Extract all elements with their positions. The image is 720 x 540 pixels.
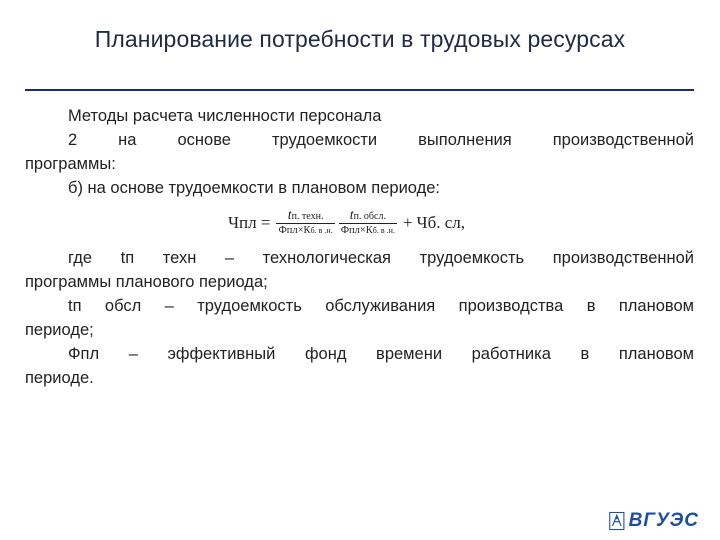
fraction-2-den-sub: б. в .н. (372, 225, 395, 235)
emblem-icon (609, 508, 625, 534)
vguees-logo (609, 508, 699, 534)
formula-fraction-2 (339, 209, 397, 238)
paragraph-tp-tech-line1: где tп техн – технологическая трудоемкость производственной (68, 249, 694, 267)
title-divider (25, 89, 694, 91)
fraction-1-t: t (287, 207, 292, 223)
paragraph-item-b: б) на основе трудоемкости в плановом периоде: (68, 179, 440, 197)
formula-row (25, 200, 694, 246)
fraction-2-numerator (347, 209, 389, 223)
paragraph-item-2-line1: 2 на основе трудоемкости выполнения производственной (68, 131, 694, 149)
formula-tail: Чб. сл, (416, 213, 466, 232)
paragraph-item-2-line2: программы: (25, 155, 116, 173)
slide-title: Планирование потребности в трудовых ресурсах (94, 26, 626, 52)
fraction-1-num-sub: п. техн. (291, 210, 324, 222)
formula-plus: + (402, 213, 413, 232)
paragraph-tp-obsl-line2: периоде; (25, 321, 94, 339)
paragraph-tp-obsl-line1: tп обсл – трудоемкость обслуживания производства в плановом (68, 297, 694, 315)
fraction-1-numerator (285, 209, 327, 223)
fraction-2-den-main: Фпл×К (340, 224, 373, 236)
fraction-2-denominator (339, 224, 397, 238)
paragraph-methods: Методы расчета численности персонала (68, 107, 382, 125)
paragraph-tp-tech-line2: программы планового периода; (25, 273, 268, 291)
formula (228, 203, 465, 243)
logo-wordmark: ВГУЭС (628, 510, 699, 531)
fraction-1-denominator (276, 224, 334, 238)
fraction-2-t: t (349, 207, 354, 223)
formula-lhs: Чпл = (228, 213, 271, 232)
fraction-1-den-sub: б. в .н. (310, 225, 333, 235)
fraction-2-num-sub: п. обсл. (353, 210, 386, 222)
paragraph-fpl-line1: Фпл – эффективный фонд времени работника в плановом (68, 345, 694, 363)
paragraph-fpl-line2: периоде. (25, 369, 94, 387)
slide-body (25, 104, 694, 390)
fraction-1-den-main: Фпл×К (278, 224, 311, 236)
formula-fraction-1 (276, 209, 334, 238)
